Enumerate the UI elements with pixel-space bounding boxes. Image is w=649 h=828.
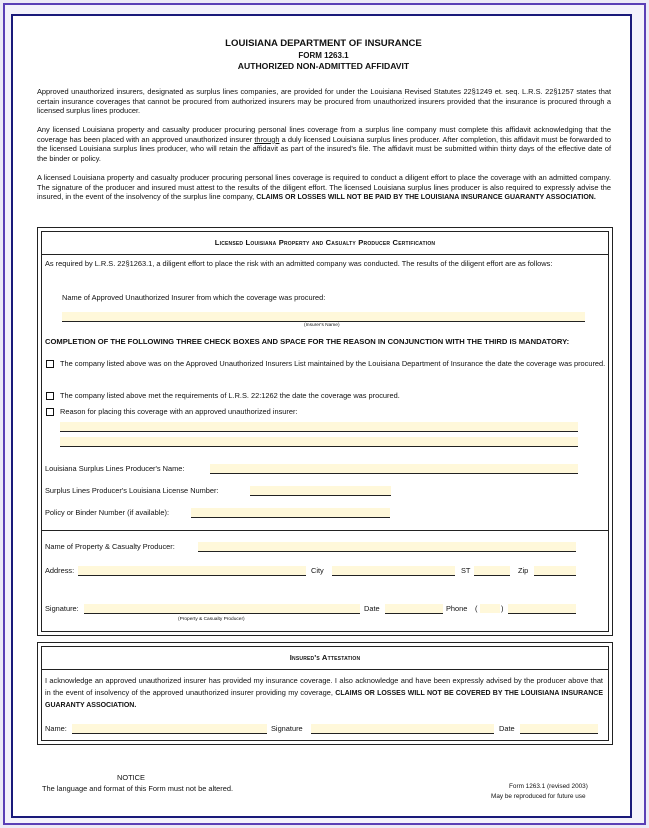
producer-date-label: Date (364, 604, 380, 613)
producer-subsection-divider (41, 530, 609, 531)
policy-number-label: Policy or Binder Number (if available): (45, 508, 170, 517)
zip-label: Zip (518, 566, 529, 575)
claims-warning: CLAIMS OR LOSSES WILL NOT BE PAID BY THE LOUISIANA INSURANCE GUARANTY ASSOCIATION. (256, 194, 596, 202)
pc-producer-field[interactable] (198, 542, 576, 552)
through-word: through (254, 134, 280, 144)
notice-text: The language and format of this Form must not be altered. (42, 784, 234, 793)
policy-number-field[interactable] (191, 508, 390, 518)
checkbox-approved-list-label: The company listed above was on the Approved Unauthorized Insurers List maintained by the Louisiana Department of Insurance the date the coverage was procured. (60, 359, 606, 368)
address-label: Address: (45, 566, 75, 575)
insured-signature-field[interactable] (311, 724, 494, 734)
intro-paragraph-2: Any licensed Louisiana property and casualty producer procuring personal lines coverage from a surplus line company must complete this affidavit acknowledging that the coverage has been placed with an approved unauthorized insurer through a duly licensed Louisiana surplus lines producer. After completion, this affidavit must be forwarded to the licensed Louisiana surplus lines producer, who will retain the affidavit as part of the insured's file. The affidavit must be submitted within thirty days of the effective date of the binder or policy. (37, 125, 611, 163)
notice-title: NOTICE (117, 773, 145, 782)
reason-line-1[interactable] (60, 422, 578, 432)
pc-producer-label: Name of Property & Casualty Producer: (45, 542, 175, 551)
insured-attestation-section (37, 642, 613, 745)
city-field[interactable] (332, 566, 455, 576)
insured-date-label: Date (499, 724, 515, 733)
producer-signature-label: Signature: (45, 604, 79, 613)
form-title: AUTHORIZED NON-ADMITTED AFFIDAVIT (237, 61, 410, 71)
surplus-producer-name-field[interactable] (210, 464, 578, 474)
checkbox-approved-list[interactable] (46, 360, 54, 368)
insured-date-field[interactable] (520, 724, 598, 734)
insurer-name-caption: (Insurer's Name) (304, 323, 340, 328)
insured-name-label: Name: (45, 724, 67, 733)
checkbox-requirements-met[interactable] (46, 392, 54, 400)
insurer-name-field[interactable] (62, 312, 585, 322)
insured-claims-warning: CLAIMS OR LOSSES WILL NOT BE COVERED BY THE LOUISIANA INSURANCE GUARANTY ASSOCIATION. (45, 689, 603, 709)
reproduce-note: May be reproduced for future use (491, 793, 586, 800)
producer-signature-field[interactable] (84, 604, 360, 614)
zip-field[interactable] (534, 566, 576, 576)
license-number-field[interactable] (250, 486, 391, 496)
insured-attestation-title: Insured's Attestation (41, 646, 609, 670)
producer-signature-caption: (Property & Casualty Producer) (178, 617, 245, 622)
form-number: FORM 1263.1 (298, 51, 349, 60)
diligent-effort-statement: As required by L.R.S. 22§1263.1, a diligent effort to place the risk with an admitted company was conducted. The results of the diligent effort are as follows: (45, 259, 553, 268)
checkbox-requirements-met-label: The company listed above met the requirements of L.R.S. 22:1262 the date the coverage was procured. (60, 391, 400, 400)
form-page (11, 14, 632, 818)
insurer-name-label: Name of Approved Unauthorized Insurer from which the coverage was procured: (62, 293, 326, 302)
phone-label: Phone (446, 604, 468, 613)
department-title: LOUISIANA DEPARTMENT OF INSURANCE (225, 38, 422, 49)
phone-open-paren: ( (475, 604, 478, 613)
intro-paragraph-1: Approved unauthorized insurers, designated as surplus lines companies, are provided for under the Louisiana Revised Statutes 22§1249 et. seq. L.R.S. 22§1257 states that certain insurance coverages that cannot be procured from authorized insurers may be procured from unauthorized insurers provided that the insurance is procured through a licensed surplus lines producer. (37, 87, 611, 116)
producer-certification-title: Licensed Louisiana Property and Casualty Producer Certification (41, 231, 609, 255)
phone-close-paren: ) (501, 604, 504, 613)
intro-paragraph-3: A licensed Louisiana property and casualty producer procuring personal lines coverage is required to conduct a diligent effort to place the coverage with an admitted company. The signature of the producer and insured must attest to the results of the diligent effort. The licensed Louisiana surplus lines producer is also required to expressly advise the insured, in the event of the insolvency of the surplus line company, CLAIMS OR LOSSES WILL NOT BE PAID BY THE LOUISIANA INSURANCE GUARANTY ASSOCIATION. (37, 173, 611, 202)
reason-line-2[interactable] (60, 437, 578, 447)
form-reference: Form 1263.1 (revised 2003) (509, 783, 588, 790)
checkbox-reason-label: Reason for placing this coverage with an approved unauthorized insurer: (60, 407, 298, 416)
phone-number-field[interactable] (508, 604, 576, 614)
city-label: City (311, 566, 324, 575)
insured-name-field[interactable] (72, 724, 267, 734)
state-field[interactable] (474, 566, 510, 576)
surplus-producer-name-label: Louisiana Surplus Lines Producer's Name: (45, 464, 185, 473)
producer-certification-section (37, 227, 613, 636)
checkbox-reason[interactable] (46, 408, 54, 416)
mandatory-heading: COMPLETION OF THE FOLLOWING THREE CHECK BOXES AND SPACE FOR THE REASON IN CONJUNCTION WITH THE THIRD IS MANDATORY: (45, 337, 570, 346)
license-number-label: Surplus Lines Producer's Louisiana License Number: (45, 486, 219, 495)
state-label: ST (461, 566, 471, 575)
insured-statement: I acknowledge an approved unauthorized insurer has provided my insurance coverage. I also acknowledge and have been expressly advised by the producer above that in the event of insolvency of the approved unauthorized insurer providing my coverage, CLAIMS OR LOSSES WILL NOT BE COVERED BY THE LOUISIANA INSURANCE GUARANTY ASSOCIATION. (45, 676, 603, 709)
insured-signature-label: Signature (271, 724, 303, 733)
address-field[interactable] (78, 566, 306, 576)
producer-date-field[interactable] (385, 604, 443, 614)
phone-area-code-field[interactable] (480, 604, 500, 613)
